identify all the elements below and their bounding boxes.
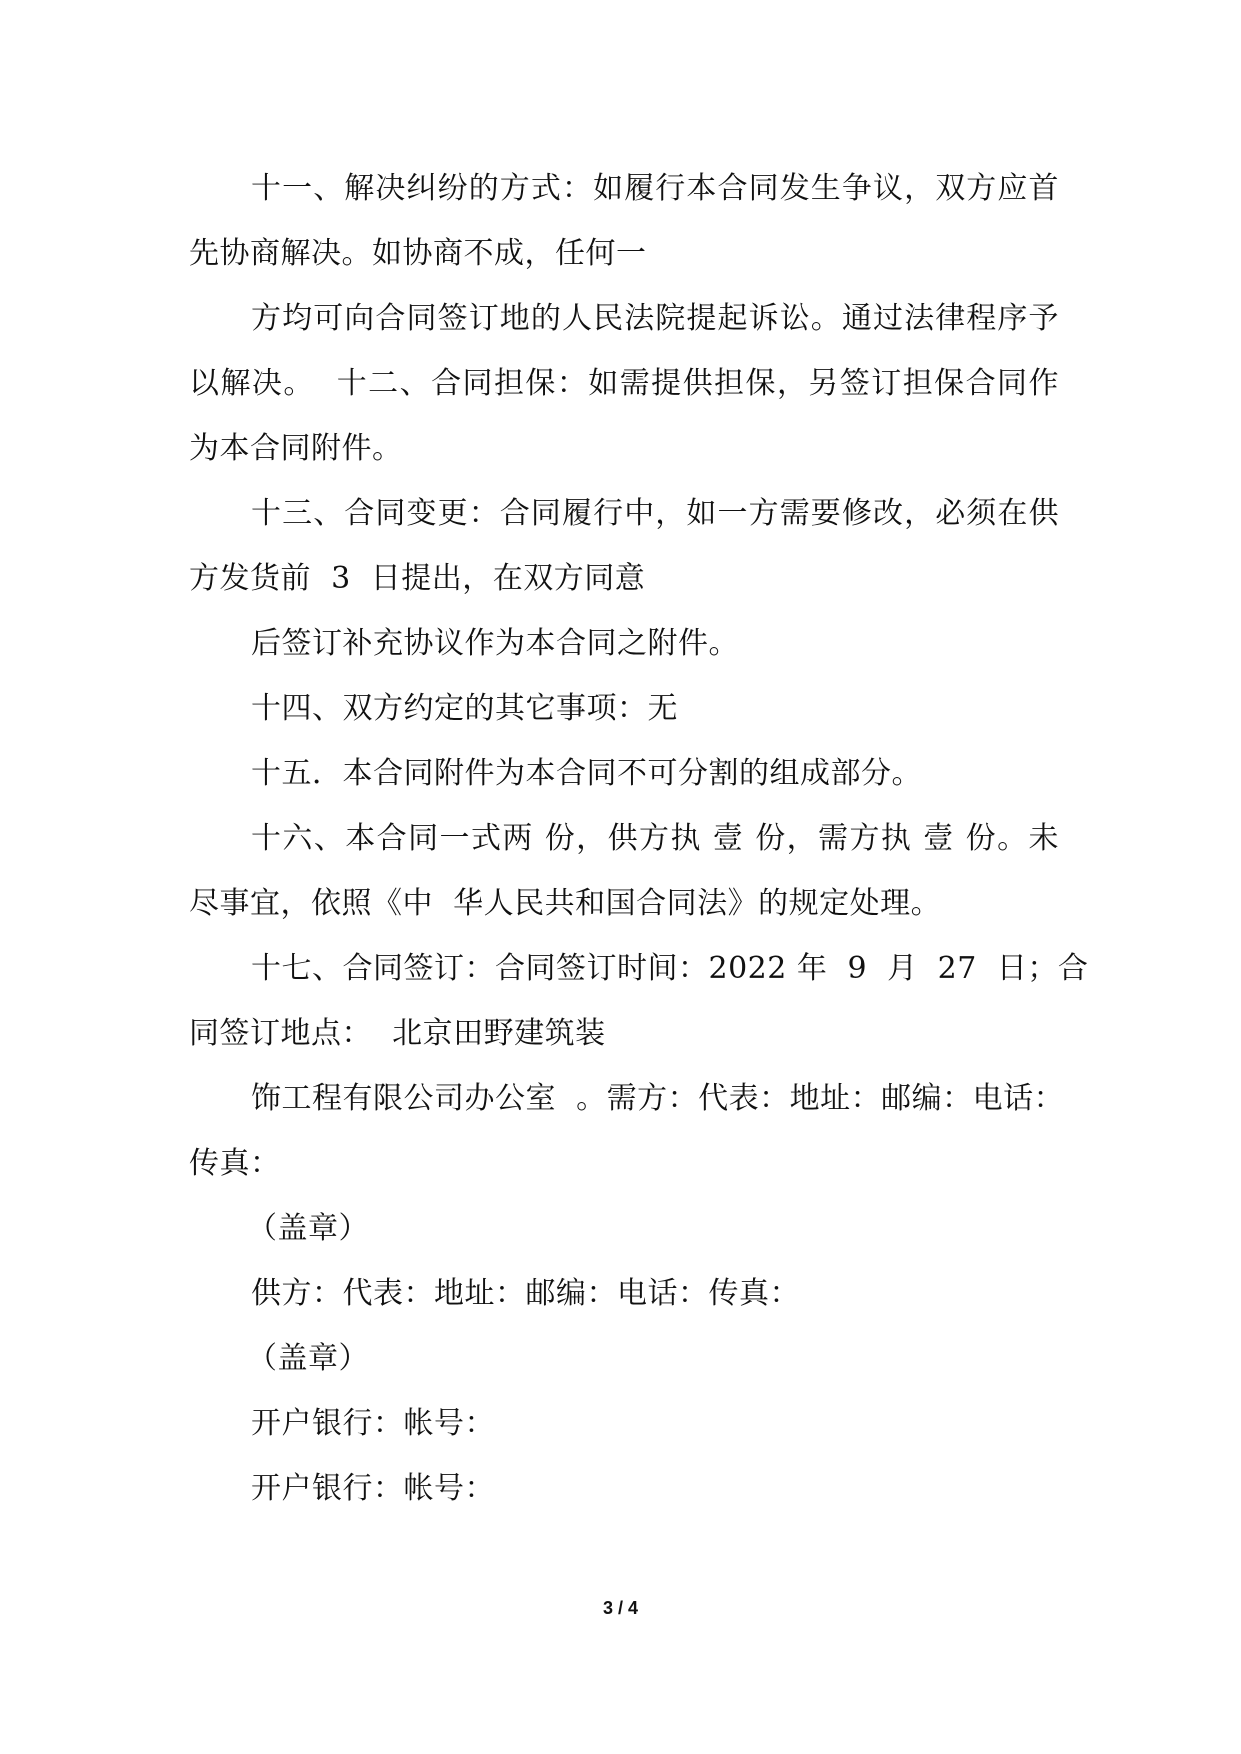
supplier-info-line: 供方：代表：地址：邮编：电话：传真： xyxy=(251,1276,800,1311)
clause-12-line-2: 为本合同附件。 xyxy=(189,431,403,466)
clause-11-line-1: 十一、解决纠纷的方式：如履行本合同发生争议，双方应首 xyxy=(251,171,1059,206)
document-body xyxy=(189,156,1089,1521)
page-number: 3 / 4 xyxy=(602,1598,639,1618)
clause-15: 十五．本合同附件为本合同不可分割的组成部分。 xyxy=(251,756,922,791)
clause-14: 十四、双方约定的其它事项：无 xyxy=(251,691,678,726)
bank-account-line-2: 开户银行：帐号： xyxy=(251,1471,495,1506)
supplier-seal: （盖章） xyxy=(247,1341,369,1376)
clause-17-line-1: 十七、合同签订：合同签订时间：2022 年 9 月 27 日；合 xyxy=(251,951,1089,986)
clause-16-line-1: 十六、本合同一式两 份，供方执 壹 份，需方执 壹 份。未 xyxy=(251,821,1059,856)
clause-13-line-3: 后签订补充协议作为本合同之附件。 xyxy=(251,626,739,661)
bank-account-line-1: 开户银行：帐号： xyxy=(251,1406,495,1441)
buyer-seal: （盖章） xyxy=(247,1211,369,1246)
clause-17-line-2: 同签订地点： 北京田野建筑装 xyxy=(189,1016,606,1051)
buyer-fax-line: 传真： xyxy=(189,1146,281,1181)
clause-16-line-2: 尽事宜，依照《中 华人民共和国合同法》的规定处理。 xyxy=(189,886,942,921)
clause-12-line-1: 以解决。 十二、合同担保：如需提供担保，另签订担保合同作 xyxy=(189,366,1059,401)
clause-11-line-3: 方均可向合同签订地的人民法院提起诉讼。通过法律程序予 xyxy=(251,301,1059,336)
clause-13-line-1: 十三、合同变更：合同履行中，如一方需要修改，必须在供 xyxy=(251,496,1059,531)
clause-13-line-2: 方发货前 3 日提出，在双方同意 xyxy=(189,561,646,596)
clause-11-line-2: 先协商解决。如协商不成，任何一 xyxy=(189,236,647,271)
buyer-info-line: 饰工程有限公司办公室 。需方：代表：地址：邮编：电话： xyxy=(251,1081,1065,1116)
